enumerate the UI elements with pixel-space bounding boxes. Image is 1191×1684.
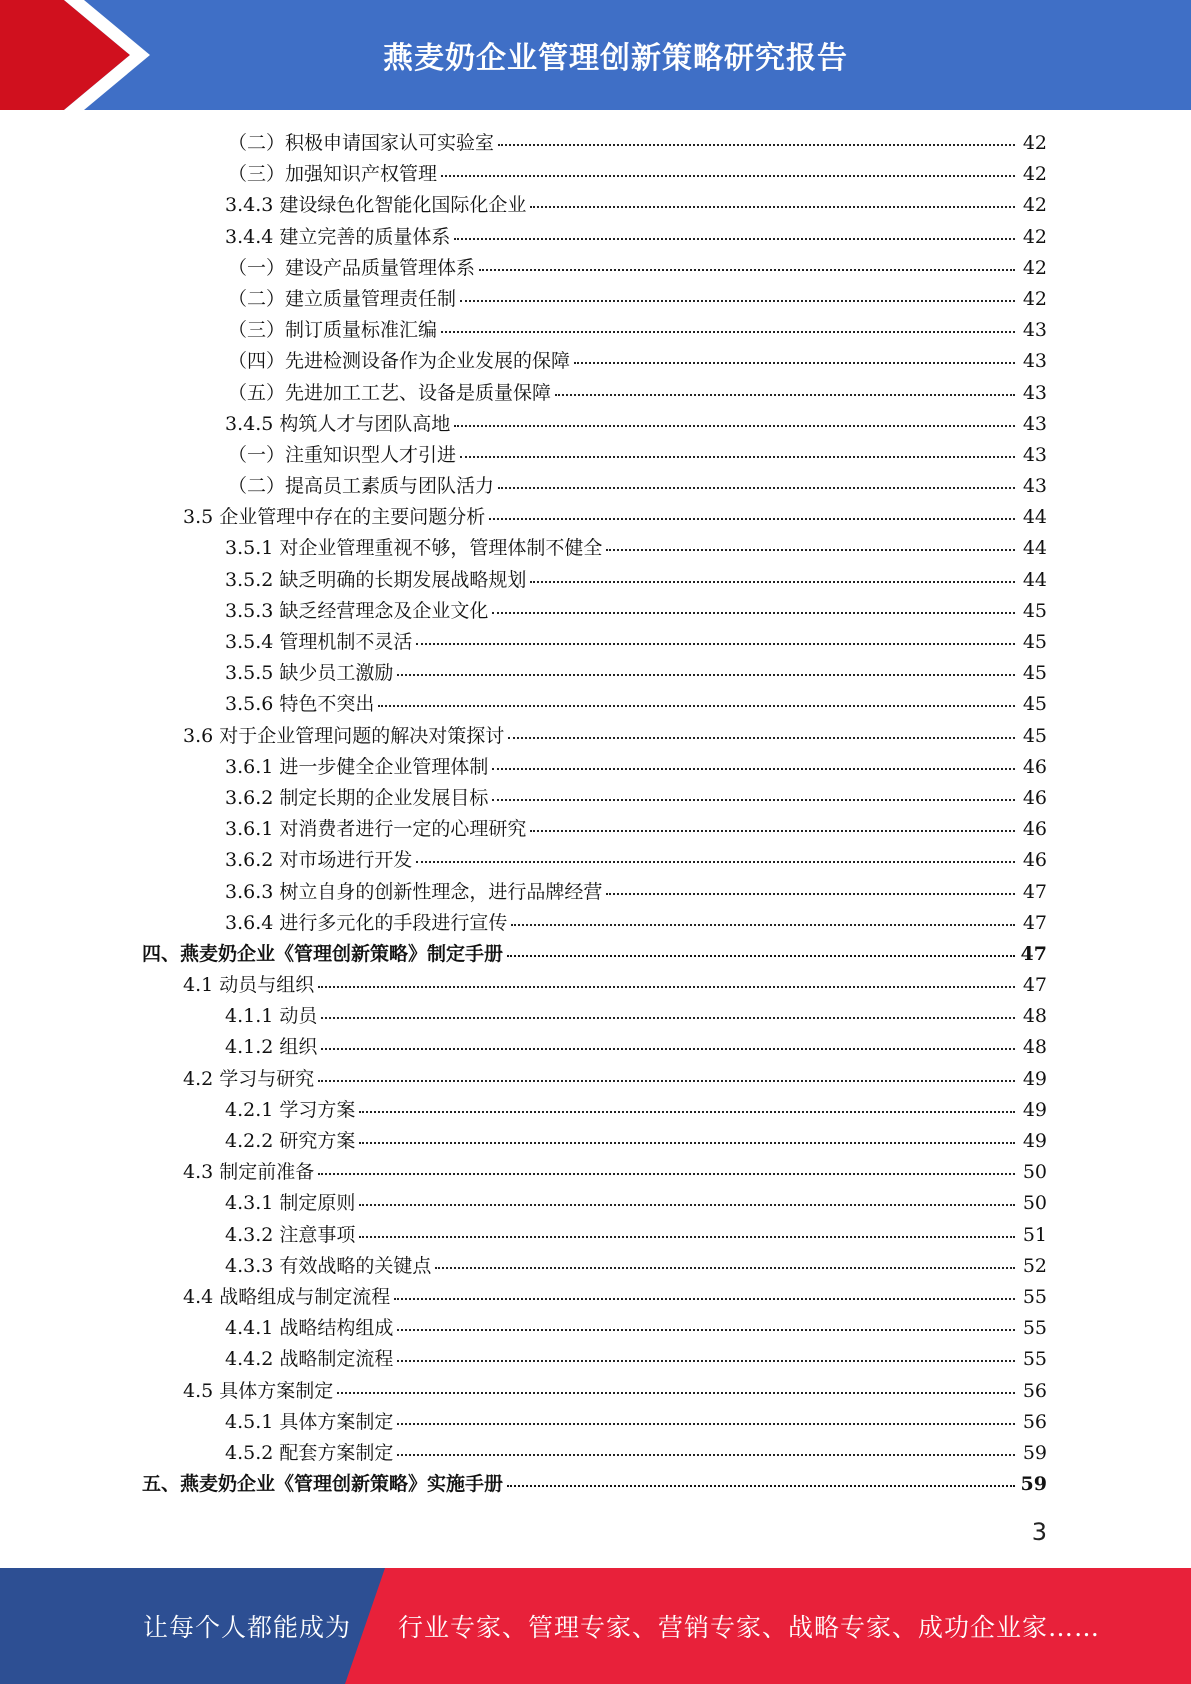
- toc-entry-page: 50: [1022, 1192, 1047, 1215]
- toc-entry-title: 4.4.1 战略结构组成: [225, 1317, 394, 1340]
- toc-entry-title: （一）建设产品质量管理体系: [228, 256, 476, 279]
- toc-dot-leader: [441, 156, 1015, 177]
- toc-dot-leader: [498, 468, 1015, 489]
- toc-entry[interactable]: [228, 346, 1047, 377]
- toc-entry[interactable]: [225, 752, 1047, 783]
- toc-entry-page: 50: [1022, 1161, 1047, 1184]
- toc-entry-title: 4.5.2 配套方案制定: [225, 1441, 394, 1464]
- toc-entry-page: 43: [1022, 412, 1047, 435]
- document-title: 燕麦奶企业管理创新策略研究报告: [383, 41, 848, 76]
- toc-entry-page: 47: [1022, 911, 1047, 934]
- toc-entry-title: 4.5 具体方案制定: [183, 1379, 334, 1402]
- toc-entry-page: 47: [1022, 974, 1047, 997]
- toc-entry-page: 43: [1022, 381, 1047, 404]
- toc-entry[interactable]: [225, 814, 1047, 845]
- toc-entry-title: 3.6.1 对消费者进行一定的心理研究: [225, 818, 527, 841]
- toc-entry-title: 3.5.3 缺乏经营理念及企业文化: [225, 599, 489, 622]
- toc-dot-leader: [441, 312, 1015, 333]
- toc-entry[interactable]: [228, 253, 1047, 284]
- toc-dot-leader: [416, 624, 1015, 645]
- toc-dot-leader: [394, 1279, 1015, 1300]
- toc-chapter-entry[interactable]: [142, 1469, 1047, 1500]
- toc-entry-page: 47: [1022, 880, 1047, 903]
- toc-dot-leader: [530, 187, 1015, 208]
- toc-entry-title: 4.3.1 制定原则: [225, 1192, 356, 1215]
- toc-entry-title: 3.4.5 构筑人才与团队高地: [225, 412, 451, 435]
- toc-dot-leader: [416, 842, 1015, 863]
- toc-entry[interactable]: [225, 1344, 1047, 1375]
- toc-entry-title: 4.4.2 战略制定流程: [225, 1348, 394, 1371]
- toc-dot-leader: [337, 1373, 1015, 1394]
- toc-entry[interactable]: [183, 1064, 1047, 1095]
- toc-entry-title: 3.4.4 建立完善的质量体系: [225, 225, 451, 248]
- toc-dot-leader: [508, 718, 1015, 739]
- toc-entry[interactable]: [228, 128, 1047, 159]
- toc-dot-leader: [454, 219, 1015, 240]
- toc-entry-page: 43: [1022, 443, 1047, 466]
- toc-entry[interactable]: [225, 1407, 1047, 1438]
- toc-entry[interactable]: [225, 596, 1047, 627]
- toc-entry-title: 4.3 制定前准备: [183, 1161, 315, 1184]
- toc-entry[interactable]: [225, 1032, 1047, 1063]
- toc-dot-leader: [492, 593, 1015, 614]
- toc-entry-page: 46: [1022, 818, 1047, 841]
- toc-entry-page: 55: [1022, 1348, 1047, 1371]
- toc-dot-leader: [318, 1154, 1015, 1175]
- toc-dot-leader: [492, 780, 1015, 801]
- toc-entry-page: 49: [1022, 1130, 1047, 1152]
- toc-dot-leader: [397, 1404, 1015, 1425]
- toc-entry-title: （二）建立质量管理责任制: [228, 287, 457, 310]
- toc-entry-title: （二）提高员工素质与团队活力: [228, 475, 495, 498]
- toc-entry-page: 49: [1022, 1098, 1047, 1121]
- toc-dot-leader: [359, 1092, 1015, 1113]
- toc-dot-leader: [359, 1217, 1015, 1238]
- toc-entry-title: （四）先进检测设备作为企业发展的保障: [228, 350, 571, 373]
- toc-entry-page: 42: [1022, 194, 1047, 217]
- toc-entry[interactable]: [228, 471, 1047, 502]
- toc-dot-leader: [378, 686, 1015, 707]
- toc-entry-title: （三）加强知识产权管理: [228, 163, 438, 186]
- toc-entry-page: 48: [1022, 1005, 1047, 1028]
- toc-entry[interactable]: [225, 908, 1047, 939]
- toc-entry[interactable]: [225, 409, 1047, 440]
- toc-dot-leader: [479, 250, 1015, 271]
- toc-entry-page: 42: [1022, 163, 1047, 186]
- toc-entry[interactable]: [228, 315, 1047, 346]
- toc-entry[interactable]: [228, 284, 1047, 315]
- toc-entry-page: 45: [1022, 724, 1047, 747]
- toc-entry-page: 59: [1020, 1473, 1047, 1496]
- toc-entry-page: 43: [1022, 475, 1047, 498]
- toc-entry-page: 56: [1022, 1379, 1047, 1402]
- toc-entry[interactable]: [183, 1157, 1047, 1188]
- toc-entry-title: 3.6.2 制定长期的企业发展目标: [225, 786, 489, 809]
- toc-dot-leader: [460, 281, 1015, 302]
- toc-dot-leader: [397, 1341, 1015, 1362]
- toc-entry[interactable]: [228, 378, 1047, 409]
- toc-entry-title: 4.1.2 组织: [225, 1036, 318, 1059]
- toc-dot-leader: [460, 437, 1015, 458]
- toc-entry-title: （一）注重知识型人才引进: [228, 443, 457, 466]
- toc-dot-leader: [492, 749, 1015, 770]
- toc-dot-leader: [397, 1435, 1015, 1456]
- toc-entry-page: 45: [1022, 631, 1047, 653]
- toc-entry-title: 3.6.2 对市场进行开发: [225, 849, 413, 872]
- toc-entry-title: 3.6.4 进行多元化的手段进行宣传: [225, 911, 508, 934]
- toc-entry-title: 4.1.1 动员: [225, 1005, 318, 1028]
- toc-entry[interactable]: [225, 222, 1047, 253]
- toc-dot-leader: [498, 125, 1015, 146]
- toc-entry-page: 59: [1022, 1441, 1047, 1464]
- toc-entry-page: 51: [1022, 1223, 1047, 1246]
- toc-entry-title: 4.5.1 具体方案制定: [225, 1410, 394, 1433]
- toc-entry-title: 3.6.1 进一步健全企业管理体制: [225, 755, 489, 778]
- toc-dot-leader: [530, 562, 1015, 583]
- toc-entry[interactable]: [225, 533, 1047, 564]
- toc-entry-page: 45: [1022, 693, 1047, 716]
- toc-entry-title: 3.5 企业管理中存在的主要问题分析: [183, 506, 486, 529]
- toc-dot-leader: [359, 1123, 1015, 1144]
- toc-entry[interactable]: [225, 783, 1047, 814]
- toc-dot-leader: [397, 1310, 1015, 1331]
- toc-entry-title: 4.3.3 有效战略的关键点: [225, 1254, 432, 1277]
- toc-entry-page: 48: [1022, 1036, 1047, 1059]
- toc-entry-page: 44: [1022, 506, 1047, 529]
- toc-entry[interactable]: [225, 190, 1047, 221]
- page-number: 3: [1031, 1518, 1047, 1546]
- toc-entry-page: 52: [1022, 1254, 1047, 1277]
- toc-dot-leader: [359, 1185, 1015, 1206]
- toc-entry[interactable]: [183, 721, 1047, 752]
- toc-entry-title: （五）先进加工工艺、设备是质量保障: [228, 381, 552, 404]
- toc-entry-title: 五、燕麦奶企业《管理创新策略》实施手册: [142, 1473, 504, 1496]
- toc-entry[interactable]: [183, 502, 1047, 533]
- toc-entry-page: 43: [1022, 319, 1047, 342]
- toc-entry-title: （三）制订质量标准汇编: [228, 319, 438, 342]
- toc-dot-leader: [507, 1466, 1015, 1487]
- toc-entry[interactable]: [225, 877, 1047, 908]
- toc-entry-page: 42: [1022, 132, 1047, 154]
- toc-entry[interactable]: [228, 440, 1047, 471]
- toc-entry[interactable]: [225, 1438, 1047, 1469]
- toc-chapter-entry[interactable]: [142, 939, 1047, 970]
- toc-dot-leader: [321, 998, 1015, 1019]
- toc-dot-leader: [489, 499, 1015, 520]
- toc-entry-page: 42: [1022, 256, 1047, 279]
- toc-dot-leader: [318, 967, 1015, 988]
- toc-entry-page: 45: [1022, 662, 1047, 685]
- toc-entry-title: 4.2.1 学习方案: [225, 1098, 356, 1121]
- toc-entry[interactable]: [225, 627, 1047, 658]
- toc-dot-leader: [606, 530, 1015, 551]
- toc-dot-leader: [507, 936, 1015, 957]
- toc-entry-page: 56: [1022, 1410, 1047, 1433]
- toc-entry[interactable]: [225, 565, 1047, 596]
- toc-entry[interactable]: [225, 1095, 1047, 1126]
- toc-entry-page: 55: [1022, 1317, 1047, 1340]
- toc-entry-title: 3.5.5 缺少员工激励: [225, 662, 394, 685]
- toc-entry-page: 42: [1022, 225, 1047, 248]
- toc-entry[interactable]: [225, 1251, 1047, 1282]
- toc-entry[interactable]: [225, 658, 1047, 689]
- toc-entry-title: 3.6.3 树立自身的创新性理念，进行品牌经营: [225, 880, 603, 903]
- toc-entry[interactable]: [228, 159, 1047, 190]
- toc-entry-title: 3.5.1 对企业管理重视不够，管理体制不健全: [225, 537, 603, 560]
- toc-dot-leader: [318, 1061, 1015, 1082]
- toc-dot-leader: [574, 343, 1015, 364]
- toc-entry[interactable]: [225, 1220, 1047, 1251]
- toc-entry[interactable]: [183, 1376, 1047, 1407]
- toc-entry-page: 55: [1022, 1285, 1047, 1308]
- toc-entry-page: 49: [1022, 1067, 1047, 1090]
- toc-entry-page: 43: [1022, 350, 1047, 373]
- toc-entry-title: 3.6 对于企业管理问题的解决对策探讨: [183, 724, 505, 747]
- toc-dot-leader: [454, 406, 1015, 427]
- toc-entry[interactable]: [225, 1313, 1047, 1344]
- toc-dot-leader: [435, 1248, 1015, 1269]
- toc-entry[interactable]: [183, 1282, 1047, 1313]
- toc-entry-page: 46: [1022, 849, 1047, 872]
- toc-entry-page: 44: [1022, 568, 1047, 591]
- toc-entry-title: 4.2.2 研究方案: [225, 1130, 356, 1152]
- toc-dot-leader: [530, 811, 1015, 832]
- footer-slogan-right: 行业专家、管理专家、营销专家、战略专家、成功企业家……: [398, 1613, 1101, 1642]
- toc-dot-leader: [397, 655, 1015, 676]
- toc-entry[interactable]: [225, 689, 1047, 720]
- toc-entry-title: 4.2 学习与研究: [183, 1067, 315, 1090]
- toc-entry-title: 3.5.4 管理机制不灵活: [225, 631, 413, 653]
- toc-entry-title: 4.1 动员与组织: [183, 974, 315, 997]
- footer-slogan-left: 让每个人都能成为: [143, 1613, 352, 1642]
- toc-entry-page: 46: [1022, 755, 1047, 778]
- page-header: [0, 0, 1191, 110]
- toc-dot-leader: [511, 905, 1015, 926]
- toc-dot-leader: [321, 1029, 1015, 1050]
- toc-entry-title: 3.5.2 缺乏明确的长期发展战略规划: [225, 568, 527, 591]
- toc-dot-leader: [555, 375, 1015, 396]
- toc-entry-title: （二）积极申请国家认可实验室: [228, 132, 495, 154]
- toc-entry-title: 4.3.2 注意事项: [225, 1223, 356, 1246]
- toc-entry-page: 46: [1022, 786, 1047, 809]
- toc-entry[interactable]: [225, 1188, 1047, 1219]
- toc-dot-leader: [606, 874, 1015, 895]
- toc-entry-title: 4.4 战略组成与制定流程: [183, 1285, 391, 1308]
- toc-entry-page: 42: [1022, 287, 1047, 310]
- toc-entry[interactable]: [183, 970, 1047, 1001]
- page-footer: [0, 1568, 1191, 1684]
- toc-entry[interactable]: [225, 1126, 1047, 1157]
- toc-entry-title: 3.5.6 特色不突出: [225, 693, 375, 716]
- table-of-contents: [0, 128, 1191, 1500]
- toc-entry-page: 47: [1020, 942, 1047, 965]
- toc-entry[interactable]: [225, 1001, 1047, 1032]
- toc-entry-title: 四、燕麦奶企业《管理创新策略》制定手册: [142, 942, 504, 965]
- toc-entry-title: 3.4.3 建设绿色化智能化国际化企业: [225, 194, 527, 217]
- toc-entry-page: 45: [1022, 599, 1047, 622]
- toc-entry-page: 44: [1022, 537, 1047, 560]
- toc-entry[interactable]: [225, 845, 1047, 876]
